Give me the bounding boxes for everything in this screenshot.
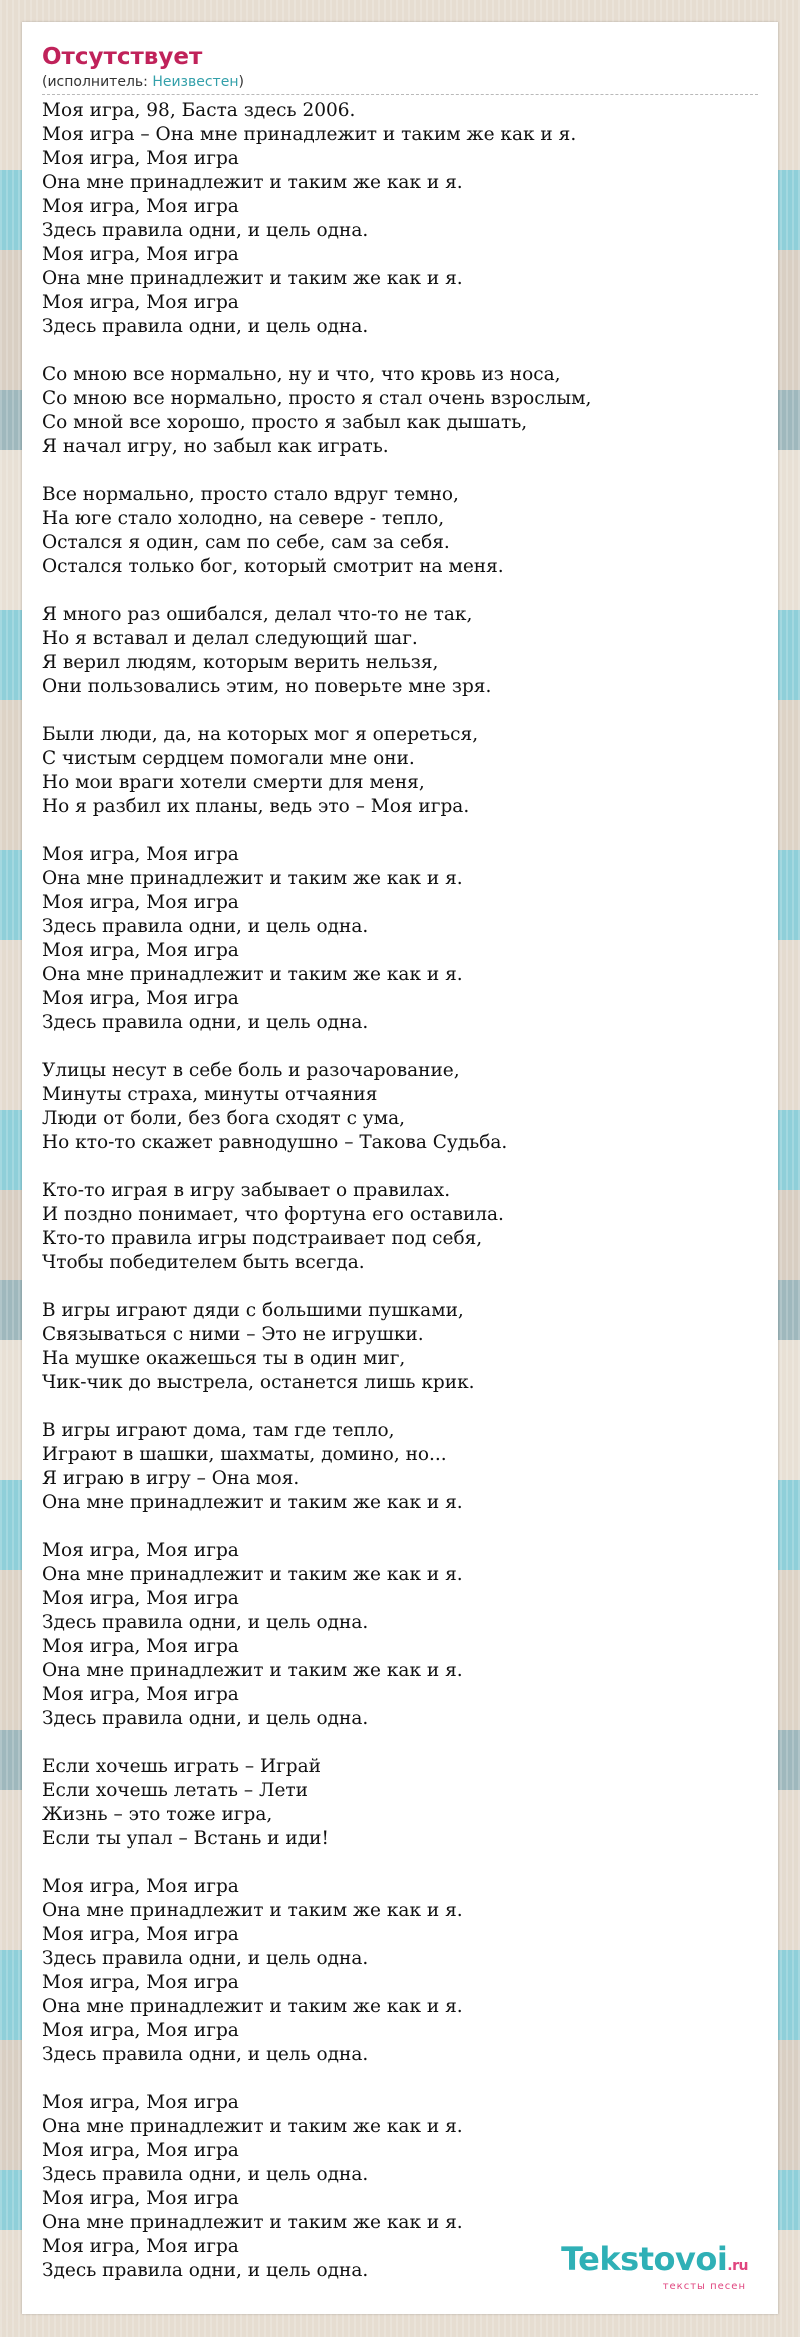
lyric-line: И поздно понимает, что фортуна его оставила.: [42, 1204, 504, 1225]
stanza-gap: [42, 1731, 758, 1755]
lyric-line: Здесь правила одни, и цель одна.: [42, 1012, 369, 1033]
lyric-line: Были люди, да, на которых мог я опереться,: [42, 724, 479, 745]
lyric-line: Она мне принадлежит и таким же как и я.: [42, 1660, 463, 1681]
lyric-line: Здесь правила одни, и цель одна.: [42, 916, 369, 937]
lyric-line: Она мне принадлежит и таким же как и я.: [42, 964, 463, 985]
lyric-line: Здесь правила одни, и цель одна.: [42, 220, 369, 241]
song-header: [42, 42, 758, 95]
lyric-line: Со мною все нормально, просто я стал очень взрослым,: [42, 388, 592, 409]
logo-wordmark: [561, 2242, 748, 2283]
lyric-line: Моя игра, Моя игра: [42, 1684, 239, 1705]
lyric-line: Она мне принадлежит и таким же как и я.: [42, 1900, 463, 1921]
lyric-line: Но я разбил их планы, ведь это – Моя игра.: [42, 796, 470, 817]
lyric-line: Играют в шашки, шахматы, домино, но...: [42, 1444, 447, 1465]
lyric-line: Моя игра, Моя игра: [42, 2020, 239, 2041]
lyric-line: Со мною все нормально, ну и что, что кровь из носа,: [42, 364, 561, 385]
lyric-line: Но я вставал и делал следующий шаг.: [42, 628, 418, 649]
lyric-line: Моя игра, Моя игра: [42, 292, 239, 313]
stanza-gap: [42, 699, 758, 723]
artist-link[interactable]: Неизвестен: [152, 74, 239, 90]
lyric-line: Она мне принадлежит и таким же как и я.: [42, 2212, 463, 2233]
lyric-line: Моя игра, Моя игра: [42, 148, 239, 169]
lyric-line: Моя игра, Моя игра: [42, 244, 239, 265]
lyric-line: Здесь правила одни, и цель одна.: [42, 2260, 369, 2281]
artist-line: [42, 72, 758, 95]
lyric-line: Моя игра, Моя игра: [42, 844, 239, 865]
logo-main-text: Tekstovoi: [561, 2240, 728, 2278]
lyric-line: Она мне принадлежит и таким же как и я.: [42, 268, 463, 289]
lyric-line: Моя игра, Моя игра: [42, 2092, 239, 2113]
lyric-line: Я верил людям, которым верить нельзя,: [42, 652, 439, 673]
lyric-line: Здесь правила одни, и цель одна.: [42, 1708, 369, 1729]
lyric-line: Чик-чик до выстрела, останется лишь крик.: [42, 1372, 475, 1393]
lyric-line: В игры играют дома, там где тепло,: [42, 1420, 395, 1441]
lyric-line: Моя игра, Моя игра: [42, 196, 239, 217]
lyric-line: Если хочешь летать – Лети: [42, 1780, 308, 1801]
lyric-line: Моя игра, Моя игра: [42, 1972, 239, 1993]
lyric-line: Моя игра, Моя игра: [42, 1924, 239, 1945]
lyric-line: Моя игра, Моя игра: [42, 988, 239, 1009]
lyric-line: Все нормально, просто стало вдруг темно,: [42, 484, 459, 505]
lyric-line: Со мной все хорошо, просто я забыл как дышать,: [42, 412, 528, 433]
stanza-gap: [42, 579, 758, 603]
lyric-line: Моя игра – Она мне принадлежит и таким же как и я.: [42, 124, 577, 145]
stanza-gap: [42, 1035, 758, 1059]
lyric-line: Я много раз ошибался, делал что-то не так,: [42, 604, 473, 625]
lyric-line: Моя игра, Моя игра: [42, 1540, 239, 1561]
stanza-gap: [42, 1275, 758, 1299]
lyric-line: Она мне принадлежит и таким же как и я.: [42, 1996, 463, 2017]
lyric-line: Моя игра, Моя игра: [42, 1588, 239, 1609]
lyric-line: Моя игра, 98, Баста здесь 2006.: [42, 100, 356, 121]
lyric-line: Остался я один, сам по себе, сам за себя.: [42, 532, 450, 553]
lyric-line: На юге стало холодно, на севере - тепло,: [42, 508, 445, 529]
lyric-line: Улицы несут в себе боль и разочарование,: [42, 1060, 460, 1081]
lyric-line: Здесь правила одни, и цель одна.: [42, 316, 369, 337]
song-title: Отсутствует: [42, 44, 203, 70]
stanza-gap: [42, 2067, 758, 2091]
lyric-line: Если хочешь играть – Играй: [42, 1756, 321, 1777]
lyric-line: Моя игра, Моя игра: [42, 2236, 239, 2257]
artist-prefix: (исполнитель:: [42, 74, 153, 90]
lyric-line: Она мне принадлежит и таким же как и я.: [42, 1492, 463, 1513]
lyric-line: Но мои враги хотели смерти для меня,: [42, 772, 425, 793]
lyric-line: Я начал игру, но забыл как играть.: [42, 436, 389, 457]
stanza-gap: [42, 339, 758, 363]
lyrics-card: [22, 22, 778, 2314]
lyric-line: Моя игра, Моя игра: [42, 940, 239, 961]
lyric-line: Здесь правила одни, и цель одна.: [42, 1612, 369, 1633]
lyric-line: Она мне принадлежит и таким же как и я.: [42, 1564, 463, 1585]
lyric-line: Здесь правила одни, и цель одна.: [42, 2044, 369, 2065]
lyric-line: Она мне принадлежит и таким же как и я.: [42, 868, 463, 889]
lyric-line: Кто-то играя в игру забывает о правилах.: [42, 1180, 451, 1201]
stanza-gap: [42, 459, 758, 483]
lyric-line: Я играю в игру – Она моя.: [42, 1468, 300, 1489]
artist-suffix: ): [238, 74, 244, 90]
lyric-line: Здесь правила одни, и цель одна.: [42, 2164, 369, 2185]
lyric-line: На мушке окажешься ты в один миг,: [42, 1348, 406, 1369]
lyric-line: Связываться с ними – Это не игрушки.: [42, 1324, 424, 1345]
lyric-line: В игры играют дяди с большими пушками,: [42, 1300, 464, 1321]
lyric-line: Моя игра, Моя игра: [42, 2188, 239, 2209]
lyrics-text: [42, 99, 758, 2283]
stanza-gap: [42, 1155, 758, 1179]
lyric-line: Остался только бог, который смотрит на меня.: [42, 556, 504, 577]
site-logo[interactable]: [561, 2242, 748, 2292]
logo-tagline: тексты песен: [662, 2281, 746, 2292]
lyric-line: Кто-то правила игры подстраивает под себя,: [42, 1228, 483, 1249]
lyric-line: Но кто-то скажет равнодушно – Такова Судьба.: [42, 1132, 508, 1153]
lyric-line: Минуты страха, минуты отчаяния: [42, 1084, 378, 1105]
logo-tld: .ru: [727, 2258, 748, 2274]
stanza-gap: [42, 1851, 758, 1875]
lyric-line: Они пользовались этим, но поверьте мне зря.: [42, 676, 492, 697]
lyric-line: Моя игра, Моя игра: [42, 892, 239, 913]
lyric-line: Моя игра, Моя игра: [42, 1876, 239, 1897]
lyric-line: Жизнь – это тоже игра,: [42, 1804, 273, 1825]
lyric-line: Моя игра, Моя игра: [42, 1636, 239, 1657]
lyric-line: Моя игра, Моя игра: [42, 2140, 239, 2161]
lyric-line: Здесь правила одни, и цель одна.: [42, 1948, 369, 1969]
lyric-line: Если ты упал – Встань и иди!: [42, 1828, 329, 1849]
lyric-line: С чистым сердцем помогали мне они.: [42, 748, 415, 769]
lyric-line: Она мне принадлежит и таким же как и я.: [42, 172, 463, 193]
stanza-gap: [42, 819, 758, 843]
lyric-line: Она мне принадлежит и таким же как и я.: [42, 2116, 463, 2137]
lyric-line: Чтобы победителем быть всегда.: [42, 1252, 365, 1273]
stanza-gap: [42, 1515, 758, 1539]
stanza-gap: [42, 1395, 758, 1419]
lyric-line: Люди от боли, без бога сходят с ума,: [42, 1108, 405, 1129]
